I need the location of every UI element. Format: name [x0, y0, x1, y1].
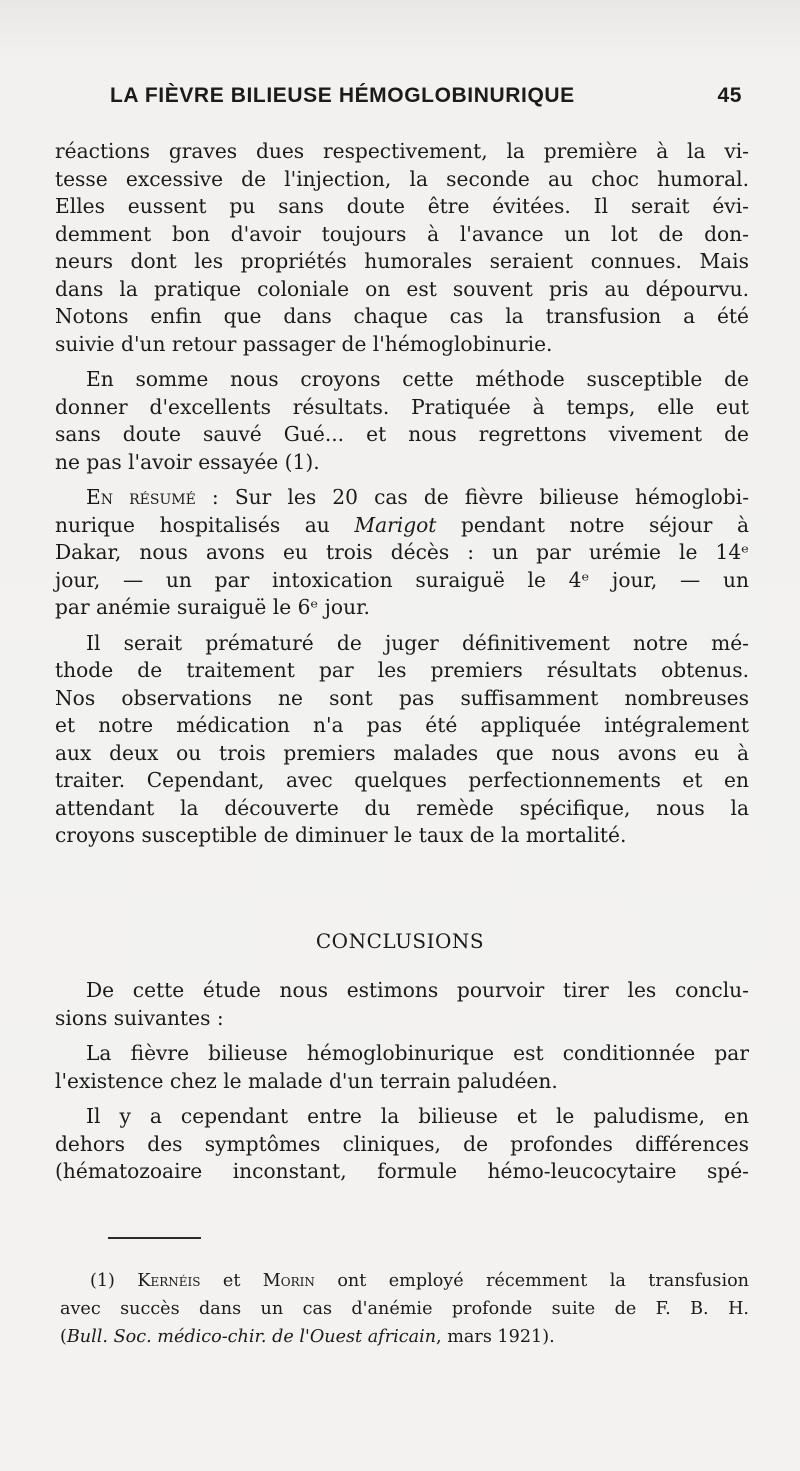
- text-line: (hématozoaire inconstant, formule hémo-leucocytaire spé-: [55, 1159, 749, 1183]
- author-name: Morin: [262, 1271, 315, 1291]
- text-line: neurs dont les propriétés humorales seraient connues. Mais: [55, 249, 749, 273]
- running-header: [110, 84, 742, 114]
- text-line: attendant la découverte du remède spécifique, nous la: [55, 795, 749, 820]
- page-number: 45: [717, 84, 742, 107]
- footnote: [60, 1267, 749, 1351]
- text-fragment: : Sur les 20 cas de fièvre bilieuse hémoglobi-: [195, 485, 750, 509]
- text-fragment: et: [200, 1271, 263, 1291]
- text-line: donner d'excellents résultats. Pratiquée à temps, elle eut: [55, 394, 749, 419]
- text-line: dehors des symptômes cliniques, de profondes différences: [55, 1131, 749, 1156]
- footnote-line: avec succès dans un cas d'anémie profonde suite de F. B. H.: [60, 1299, 749, 1319]
- journal-title: Bull. Soc. médico-chir. de l'Ouest africain: [66, 1327, 437, 1347]
- text-line: sions suivantes :: [55, 1005, 224, 1030]
- text-line: Dakar, nous avons eu trois décès : un par urémie le 14ᵉ: [55, 540, 749, 564]
- text-line: sans doute sauvé Gué... et nous regrettons vivement de: [55, 422, 749, 446]
- text-line: suivie d'un retour passager de l'hémoglobinurie.: [55, 331, 553, 356]
- text-line: Il y a cependant entre la bilieuse et le paludisme, en: [86, 1104, 749, 1128]
- text-line: thode de traitement par les premiers résultats obtenus.: [55, 658, 749, 682]
- text-line: Notons enfin que dans chaque cas la transfusion a été: [55, 304, 749, 328]
- text-line: tesse excessive de l'injection, la seconde au choc humoral.: [55, 166, 749, 191]
- paragraph: [55, 1040, 749, 1095]
- text-fragment: nurique hospitalisés au: [55, 512, 355, 537]
- paragraph: [55, 138, 749, 358]
- conclusions-text: [55, 977, 749, 1186]
- section-heading: CONCLUSIONS: [315, 929, 485, 953]
- text-line: croyons susceptible de diminuer le taux de la mortalité.: [55, 823, 627, 847]
- text-line: l'existence chez le malade d'un terrain paludéen.: [55, 1068, 558, 1093]
- text-line: [55, 512, 749, 540]
- text-line: jour, — un par intoxication suraiguë le 4ᵉ jour, — un: [55, 567, 749, 592]
- text-line: par anémie suraiguë le 6ᵉ jour.: [55, 595, 370, 619]
- text-line: et notre médication n'a pas été appliquée intégralement: [55, 713, 749, 737]
- summary-paragraph: [55, 484, 749, 622]
- text-line: En somme nous croyons cette méthode susceptible de: [86, 367, 749, 391]
- paragraph: [55, 366, 749, 476]
- author-name: Kernéis: [137, 1271, 201, 1291]
- text-fragment: ont employé récemment la transfusion: [314, 1271, 749, 1291]
- text-line: ne pas l'avoir essayée (1).: [55, 449, 320, 474]
- text-line: traiter. Cependant, avec quelques perfectionnements et en: [55, 768, 749, 792]
- main-text: [55, 138, 749, 850]
- paragraph: [55, 977, 749, 1032]
- text-line: De cette étude nous estimons pourvoir tirer les conclu-: [86, 978, 749, 1002]
- text-fragment: , mars 1921).: [436, 1327, 555, 1347]
- summary-lead: En résumé: [86, 485, 196, 509]
- paragraph: [55, 630, 749, 850]
- text-line: Nos observations ne sont pas suffisamment nombreuses: [55, 685, 749, 710]
- text-fragment: pendant notre séjour à: [436, 512, 749, 537]
- text-line: Elles eussent pu sans doute être évitées. Il serait évi-: [55, 194, 749, 218]
- text-line: réactions graves dues respectivement, la première à la vi-: [55, 139, 749, 163]
- text-line: [55, 484, 749, 512]
- running-title: LA FIÈVRE BILIEUSE HÉMOGLOBINURIQUE: [110, 84, 575, 107]
- footnote-divider: [108, 1237, 201, 1239]
- text-fragment: (: [60, 1327, 67, 1347]
- footnote-line: [60, 1267, 749, 1295]
- text-line: dans la pratique coloniale on est souvent pris au dépourvu.: [55, 276, 749, 301]
- text-line: demment bon d'avoir toujours à l'avance un lot de don-: [55, 221, 749, 246]
- text-line: Il serait prématuré de juger définitivement notre mé-: [86, 630, 749, 655]
- text-line: La fièvre bilieuse hémoglobinurique est conditionnée par: [86, 1041, 749, 1065]
- footnote-marker: (1): [90, 1271, 138, 1291]
- place-name: Marigot: [354, 512, 437, 537]
- footnote-line: [60, 1323, 749, 1351]
- text-line: aux deux ou trois premiers malades que nous avons eu à: [55, 740, 749, 765]
- paragraph: [55, 1103, 749, 1186]
